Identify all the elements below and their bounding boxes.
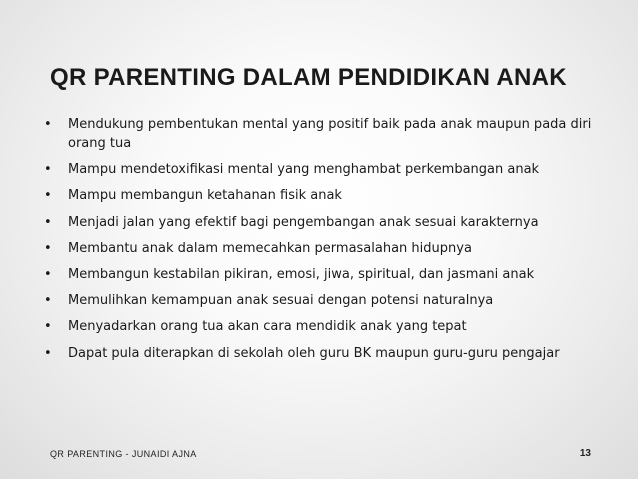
- bullet-item: [44, 239, 604, 258]
- bullet-text: Membantu anak dalam memecahkan permasalahan hidupnya: [68, 240, 472, 256]
- bullet-marker: •: [44, 293, 52, 309]
- bullet-marker: •: [44, 266, 52, 282]
- page-number: 13: [579, 448, 591, 459]
- bullet-marker: •: [44, 345, 52, 361]
- bullet-text: Mendukung pembentukan mental yang positif baik pada anak maupun pada diri orang tua: [68, 117, 592, 151]
- bullet-item: [44, 115, 604, 153]
- bullet-item: [44, 291, 604, 310]
- bullet-text: Menjadi jalan yang efektif bagi pengembangan anak sesuai karakternya: [68, 214, 539, 230]
- bullet-marker: •: [44, 188, 52, 204]
- bullet-item: [44, 213, 604, 232]
- bullet-marker: •: [44, 319, 52, 335]
- bullet-item: [44, 317, 604, 336]
- bullet-text: Dapat pula diterapkan di sekolah oleh guru BK maupun guru-guru pengajar: [68, 345, 560, 361]
- bullet-marker: •: [44, 162, 52, 178]
- bullet-text: Membangun kestabilan pikiran, emosi, jiwa, spiritual, dan jasmani anak: [68, 266, 535, 282]
- bullet-item: [44, 186, 604, 205]
- bullet-item: [44, 344, 604, 363]
- bullet-text: Menyadarkan orang tua akan cara mendidik anak yang tepat: [68, 319, 467, 335]
- bullet-marker: •: [44, 117, 52, 132]
- bullet-marker: •: [44, 214, 52, 230]
- bullet-text: Mampu mendetoxifikasi mental yang menghambat perkembangan anak: [68, 162, 540, 178]
- bullet-item: [44, 265, 604, 284]
- footer-text: QR PARENTING - JUNAIDI AJNA: [50, 449, 197, 459]
- bullet-text: Mampu membangun ketahanan fisik anak: [68, 188, 342, 204]
- bullet-item: [44, 160, 604, 179]
- slide-title: QR PARENTING DALAM PENDIDIKAN ANAK: [50, 64, 567, 91]
- bullet-marker: •: [44, 240, 52, 256]
- bullet-list: [44, 115, 604, 370]
- bullet-text: Memulihkan kemampuan anak sesuai dengan potensi naturalnya: [68, 293, 494, 309]
